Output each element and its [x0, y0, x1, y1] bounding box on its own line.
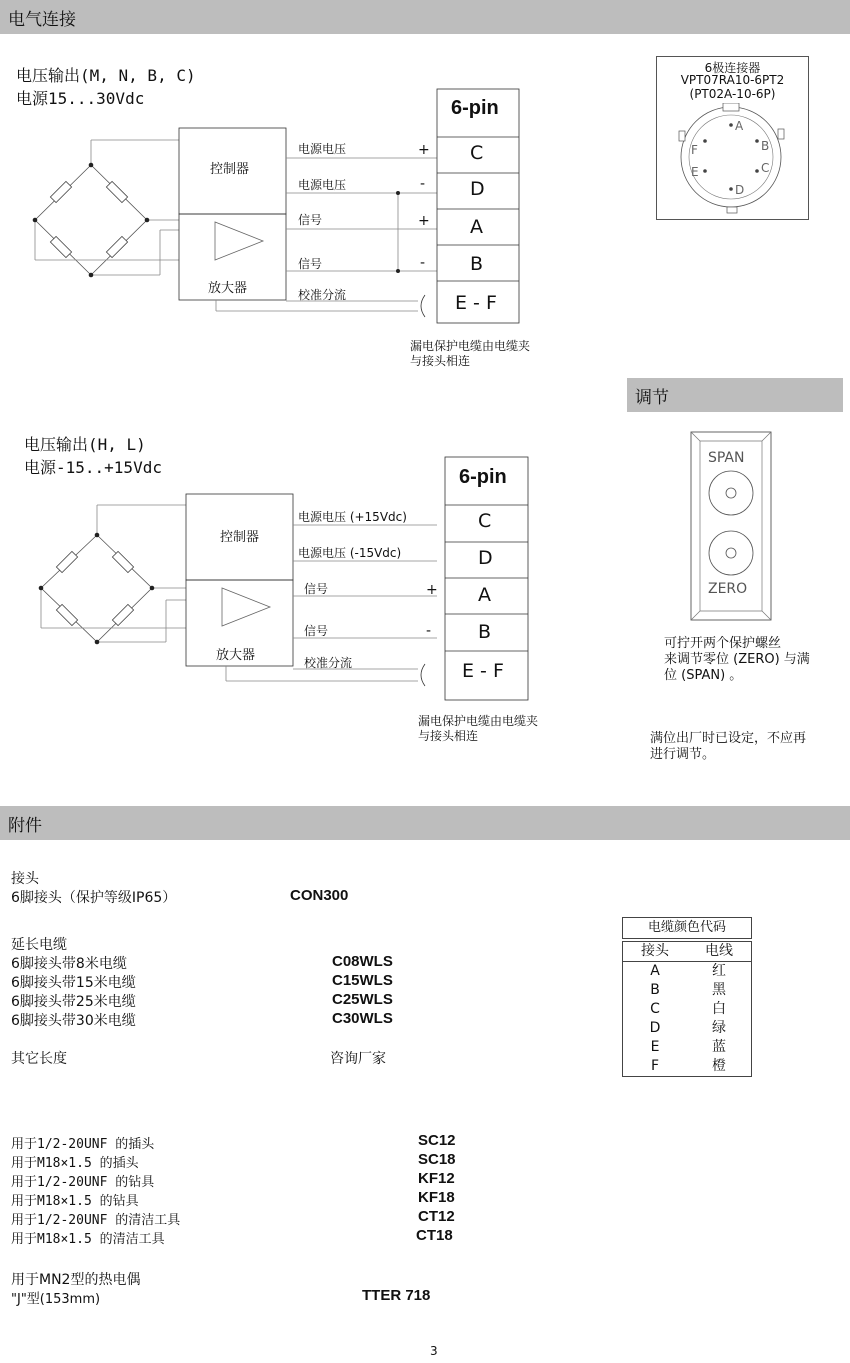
connector-pin-b: B	[761, 139, 770, 153]
color-table-color: 红	[712, 963, 726, 979]
diagram1-sign-4: -	[420, 255, 426, 271]
connector-line2: VPT07RA10-6PT2	[680, 73, 785, 87]
color-table-pin: D	[649, 1020, 661, 1036]
diagram2-pin-d: D	[478, 547, 493, 569]
diagram1-pin-header: 6-pin	[451, 97, 499, 119]
acc-tool-code-4: KF18	[418, 1189, 455, 1206]
table-row	[623, 1000, 751, 1019]
page-number: 3	[430, 1344, 438, 1358]
acc-tool-code-2: SC18	[418, 1151, 456, 1168]
acc-tool-desc-2: 用于M18×1.5 的插头	[11, 1156, 139, 1171]
diagram1-amplifier-label: 放大器	[208, 281, 248, 296]
connector-pin-c: C	[761, 161, 770, 175]
section-bar-accessories	[0, 806, 850, 840]
diagram1-sign-3: +	[418, 213, 430, 229]
color-table-header-row	[623, 942, 751, 962]
color-table-pin: F	[650, 1058, 660, 1074]
adjust-text-4: 满位出厂时已设定，不应再	[650, 731, 807, 746]
table-row	[623, 1019, 751, 1038]
acc-thermo-code: TTER 718	[362, 1287, 431, 1304]
acc-thermo-title: 用于MN2型的热电偶	[11, 1272, 141, 1288]
diagram2-pin-b: B	[478, 621, 492, 643]
acc-other-desc: 其它长度	[11, 1051, 67, 1067]
diagram2-wire-2: 电源电压 (-15Vdc)	[298, 546, 402, 560]
connector-figure	[656, 56, 809, 220]
color-table-pin: E	[650, 1039, 660, 1055]
color-table-title: 电缆颜色代码	[622, 917, 752, 939]
connector-pin-e: E	[691, 165, 699, 179]
connector-pin-a: A	[735, 119, 744, 133]
diagram2-wire-5: 校准分流	[304, 656, 353, 670]
connector-pin-f: F	[691, 143, 698, 157]
acc-tool-desc-5: 用于1/2-20UNF 的清洁工具	[11, 1213, 181, 1228]
section-title-electrical: 电气连接	[8, 10, 76, 30]
diagram1-sign-2: -	[420, 176, 426, 192]
diagram1-wire-3: 信号	[298, 213, 323, 227]
diagram2-sign-1: +	[426, 582, 438, 598]
diagram1-subtitle: 电源15...30Vdc	[16, 89, 145, 108]
acc-tool-desc-3: 用于1/2-20UNF 的钻具	[11, 1175, 155, 1190]
diagram2-pin-c: C	[478, 510, 492, 532]
section-title-adjust: 调节	[635, 388, 669, 408]
adjust-span-label: SPAN	[708, 450, 745, 466]
diagram2-pin-header: 6-pin	[459, 466, 507, 488]
diagram1-note-2: 与接头相连	[410, 354, 471, 368]
acc-cable-code-4: C30WLS	[332, 1010, 393, 1027]
acc-tool-desc-1: 用于1/2-20UNF 的插头	[11, 1137, 155, 1152]
diagram1-wire-4: 信号	[298, 257, 323, 271]
section-bar-adjust	[627, 378, 843, 412]
diagram2-wire-1: 电源电压 (+15Vdc)	[298, 510, 407, 524]
diagram1-wire-2: 电源电压	[298, 178, 347, 192]
connector-line3: (PT02A-10-6P)	[689, 87, 776, 101]
color-table-color: 橙	[712, 1058, 726, 1074]
cable-color-table	[622, 917, 752, 1077]
table-row	[623, 962, 751, 981]
color-table-color: 白	[712, 1001, 726, 1017]
acc-cable-desc-3: 6脚接头带25米电缆	[11, 994, 136, 1010]
diagram1-wire-5: 校准分流	[298, 288, 347, 302]
color-table-color: 蓝	[712, 1039, 726, 1055]
acc-other-code: 咨询厂家	[330, 1051, 386, 1067]
diagram1-pin-c: C	[470, 142, 484, 164]
color-table-pin: A	[650, 963, 660, 979]
diagram2-wire-4: 信号	[304, 624, 329, 638]
diagram2-subtitle: 电源-15..+15Vdc	[24, 458, 162, 477]
acc-connector-title: 接头	[11, 871, 39, 887]
section-bar-electrical	[0, 0, 850, 34]
acc-tool-code-1: SC12	[418, 1132, 456, 1149]
acc-cable-code-2: C15WLS	[332, 972, 393, 989]
connector-pin-d: D	[735, 183, 745, 197]
diagram2-amplifier-label: 放大器	[216, 648, 256, 663]
color-table-color: 绿	[712, 1020, 726, 1036]
adjust-text-2: 来调节零位 (ZERO) 与满	[664, 652, 810, 667]
color-table-pin: C	[650, 1001, 660, 1017]
diagram2-controller-label: 控制器	[220, 530, 260, 545]
color-table-col2: 电线	[705, 943, 733, 959]
acc-thermo-desc: "J"型(153mm)	[11, 1292, 101, 1307]
color-table-color: 黑	[712, 982, 726, 998]
connector-face-icon	[657, 103, 808, 219]
diagram1-wire-1: 电源电压	[298, 142, 347, 156]
acc-tool-code-6: CT18	[416, 1227, 453, 1244]
diagram1-pin-a: A	[470, 216, 483, 238]
acc-cable-desc-4: 6脚接头带30米电缆	[11, 1013, 136, 1029]
section-title-accessories: 附件	[8, 816, 42, 836]
adjust-text-3: 位 (SPAN) 。	[664, 668, 743, 683]
acc-tool-desc-6: 用于M18×1.5 的清洁工具	[11, 1232, 165, 1247]
diagram1-title: 电压输出(M, N, B, C)	[16, 66, 196, 85]
acc-connector-desc: 6脚接头（保护等级IP65）	[11, 890, 177, 906]
table-row	[623, 1057, 751, 1076]
acc-cable-desc-2: 6脚接头带15米电缆	[11, 975, 136, 991]
diagram1-pin-ef: E - F	[455, 292, 497, 314]
diagram2-pin-ef: E - F	[462, 660, 504, 682]
diagram1-controller-label: 控制器	[210, 162, 250, 177]
adjust-text-5: 进行调节。	[650, 747, 716, 762]
table-row	[623, 1038, 751, 1057]
acc-cable-title: 延长电缆	[11, 937, 67, 953]
acc-cable-desc-1: 6脚接头带8米电缆	[11, 956, 127, 972]
diagram2-note-1: 漏电保护电缆由电缆夹	[418, 714, 539, 728]
diagram2-pin-a: A	[478, 584, 491, 606]
diagram1-pin-b: B	[470, 253, 484, 275]
adjust-text-1: 可拧开两个保护螺丝	[664, 636, 782, 651]
acc-tool-code-5: CT12	[418, 1208, 455, 1225]
diagram1-note-1: 漏电保护电缆由电缆夹	[410, 339, 531, 353]
color-table-col1: 接头	[641, 943, 669, 959]
acc-cable-code-1: C08WLS	[332, 953, 393, 970]
diagram1-pin-d: D	[470, 178, 485, 200]
acc-connector-code: CON300	[290, 887, 349, 904]
diagram2-wire-3: 信号	[304, 582, 329, 596]
acc-tool-desc-4: 用于M18×1.5 的钻具	[11, 1194, 139, 1209]
color-table-pin: B	[650, 982, 660, 998]
diagram2-sign-2: -	[426, 623, 432, 639]
acc-cable-code-3: C25WLS	[332, 991, 393, 1008]
adjust-zero-label: ZERO	[708, 581, 748, 597]
diagram2-note-2: 与接头相连	[418, 729, 479, 743]
table-row	[623, 981, 751, 1000]
acc-tool-code-3: KF12	[418, 1170, 455, 1187]
diagram1-sign-1: +	[418, 142, 430, 158]
connector-line1: 6极连接器	[704, 61, 761, 75]
color-table-body	[622, 941, 752, 1077]
diagram2-title: 电压输出(H, L)	[24, 435, 146, 454]
